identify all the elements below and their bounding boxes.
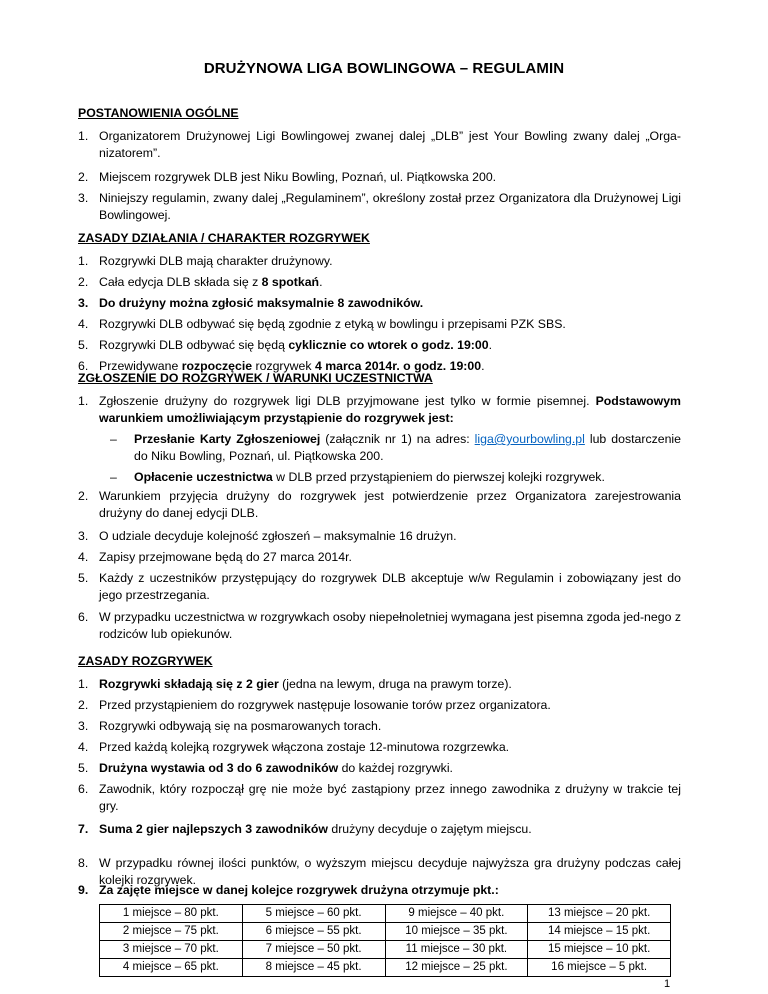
item-text: Rozgrywki odbywają się na posmarowanych torach.: [99, 719, 382, 733]
section-heading-registration: ZGŁOSZENIE DO ROZGRYWEK / WARUNKI UCZESTNICTWA: [78, 371, 433, 385]
table-cell: 4 miejsce – 65 pkt.: [100, 959, 243, 977]
table-row: [100, 905, 671, 923]
item-text: Przewidywane rozpoczęcie rozgrywek 4 marca 2014r. o godz. 19:00.: [99, 359, 485, 373]
item-text: Niniejszy regulamin, zwany dalej „Regulaminem”, określony został przez Organizatora dla Drużynowej Ligi Bowlingowej.: [99, 191, 681, 222]
section-heading-rules: ZASADY DZIAŁANIA / CHARAKTER ROZGRYWEK: [78, 231, 370, 245]
item-number: 5.: [78, 761, 89, 775]
item-text: Każdy z uczestników przystępujący do rozgrywek DLB akceptuje w/w Regulamin i zobowiązany jest do jego przestrzegania.: [99, 571, 681, 602]
item-number: 2.: [78, 170, 89, 184]
item-text: Rozgrywki DLB mają charakter drużynowy.: [99, 254, 333, 268]
item-number: 3.: [78, 719, 89, 733]
item-text: Przed każdą kolejką rozgrywek włączona zostaje 12-minutowa rozgrzewka.: [99, 740, 510, 754]
table-cell: 11 miejsce – 30 pkt.: [385, 941, 528, 959]
table-cell: 2 miejsce – 75 pkt.: [100, 923, 243, 941]
item-text: Zapisy przejmowane będą do 27 marca 2014r.: [99, 550, 352, 564]
item-number: 2.: [78, 698, 89, 712]
document-title: DRUŻYNOWA LIGA BOWLINGOWA – REGULAMIN: [203, 60, 565, 77]
item-text: Zawodnik, który rozpoczął grę nie może być zastąpiony przez innego zawodnika z drużyny w trakcie tej gry.: [99, 782, 681, 813]
item-number: 4.: [78, 550, 89, 564]
item-number: 1.: [78, 677, 89, 691]
item-text: Zgłoszenie drużyny do rozgrywek ligi DLB przyjmowane jest tylko w formie pisemnej. Podstawowym warunkiem umożliwiającym przystąpienie do rozgrywek jest:: [99, 394, 681, 425]
item-number: 1.: [78, 254, 89, 268]
item-text: Rozgrywki DLB odbywać się będą zgodnie z etyką w bowlingu i przepisami PZK SBS.: [99, 317, 566, 331]
item-number: 6.: [78, 610, 89, 624]
item-number: 4.: [78, 740, 89, 754]
table-cell: 3 miejsce – 70 pkt.: [100, 941, 243, 959]
item-text: Drużyna wystawia od 3 do 6 zawodników do każdej rozgrywki.: [99, 761, 453, 775]
item-text: Przed przystąpieniem do rozgrywek następuje losowanie torów przez organizatora.: [99, 698, 551, 712]
dash-bullet: –: [110, 432, 117, 446]
item-number: 8.: [78, 856, 89, 870]
table-cell: 5 miejsce – 60 pkt.: [242, 905, 385, 923]
table-cell: 14 miejsce – 15 pkt.: [528, 923, 671, 941]
table-cell: 7 miejsce – 50 pkt.: [242, 941, 385, 959]
table-row: [100, 959, 671, 977]
item-text: Miejscem rozgrywek DLB jest Niku Bowling, Poznań, ul. Piątkowska 200.: [99, 170, 497, 184]
table-cell: 15 miejsce – 10 pkt.: [528, 941, 671, 959]
item-text: Rozgrywki składają się z 2 gier (jedna na lewym, druga na prawym torze).: [99, 677, 512, 691]
item-number: 3.: [78, 191, 89, 205]
item-text: Organizatorem Drużynowej Ligi Bowlingowej zwanej dalej „DLB” jest Your Bowling zwany dalej „Orga-nizatorem”.: [99, 129, 681, 160]
item-number: 9.: [78, 883, 89, 897]
item-number: 6.: [78, 782, 89, 796]
item-text: Za zajęte miejsce w danej kolejce rozgrywek drużyna otrzymuje pkt.:: [99, 883, 499, 897]
item-text: W przypadku uczestnictwa w rozgrywkach osoby niepełnoletniej wymagana jest pisemna zgoda jed-nego z rodziców lub opiekunów.: [99, 610, 681, 641]
item-text: Rozgrywki DLB odbywać się będą cyklicznie co wtorek o godz. 19:00.: [99, 338, 492, 352]
item-text: Do drużyny można zgłosić maksymalnie 8 zawodników.: [99, 296, 424, 310]
table-cell: 8 miejsce – 45 pkt.: [242, 959, 385, 977]
item-number: 5.: [78, 571, 89, 585]
item-number: 2.: [78, 489, 89, 503]
item-text: Opłacenie uczestnictwa w DLB przed przystąpieniem do pierwszej kolejki rozgrywek.: [134, 470, 605, 484]
item-text: O udziale decyduje kolejność zgłoszeń – maksymalnie 16 drużyn.: [99, 529, 457, 543]
item-number: 3.: [78, 296, 89, 310]
item-number: 2.: [78, 275, 89, 289]
item-number: 1.: [78, 394, 89, 408]
email-link[interactable]: liga@yourbowling.pl: [474, 432, 585, 446]
item-number: 7.: [78, 822, 89, 836]
table-cell: 13 miejsce – 20 pkt.: [528, 905, 671, 923]
item-number: 6.: [78, 359, 89, 373]
item-text: Cała edycja DLB składa się z 8 spotkań.: [99, 275, 323, 289]
table-row: [100, 941, 671, 959]
table-cell: 16 miejsce – 5 pkt.: [528, 959, 671, 977]
table-row: [100, 923, 671, 941]
table-cell: 10 miejsce – 35 pkt.: [385, 923, 528, 941]
item-text: W przypadku równej ilości punktów, o wyższym miejscu decyduje najwyższa gra drużyny podczas całej kolejki rozgrywek.: [99, 856, 681, 887]
table-cell: 6 miejsce – 55 pkt.: [242, 923, 385, 941]
dash-bullet: –: [110, 470, 117, 484]
table-cell: 9 miejsce – 40 pkt.: [385, 905, 528, 923]
item-number: 4.: [78, 317, 89, 331]
table-cell: 12 miejsce – 25 pkt.: [385, 959, 528, 977]
item-number: 5.: [78, 338, 89, 352]
points-table: [99, 904, 671, 977]
section-heading-game-rules: ZASADY ROZGRYWEK: [78, 654, 213, 668]
item-text: Przesłanie Karty Zgłoszeniowej (załącznik nr 1) na adres: liga@yourbowling.pl lub dostarczenie do Niku Bowling, Poznań, ul. Piątkowska 200.: [134, 432, 681, 463]
table-cell: 1 miejsce – 80 pkt.: [100, 905, 243, 923]
page-number: 1: [664, 978, 671, 990]
item-text: Warunkiem przyjęcia drużyny do rozgrywek jest potwierdzenie przez Organizatora zarejestrowania drużyny do danej edycji DLB.: [99, 489, 681, 520]
item-text: Suma 2 gier najlepszych 3 zawodników drużyny decyduje o zajętym miejscu.: [99, 822, 532, 836]
item-number: 1.: [78, 129, 89, 143]
section-heading-general: POSTANOWIENIA OGÓLNE: [78, 106, 239, 120]
item-number: 3.: [78, 529, 89, 543]
